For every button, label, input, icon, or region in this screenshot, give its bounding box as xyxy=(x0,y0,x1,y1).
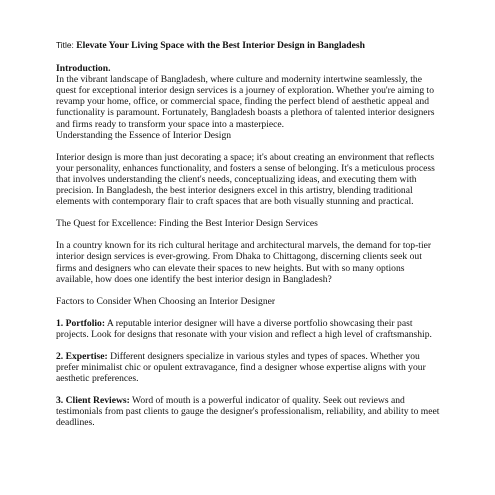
document-page xyxy=(56,40,442,440)
factor-label: 1. Portfolio: xyxy=(56,317,106,329)
intro-heading: Introduction. xyxy=(56,63,111,75)
intro-section xyxy=(56,63,442,141)
factor-item-portfolio xyxy=(56,318,442,340)
essence-paragraph: Interior design is more than just decorating a space; it's about creating an environment that reflects your personality, enhances functionality, and fosters a sense of belonging. It's a meticulous process that involves understanding the client's needs, conceptualizing ideas, and executing them with precision. In Bangladesh, the best interior designers excel in this artistry, blending traditional elements with contemporary flair to craft spaces that are both visually stunning and practical. xyxy=(56,151,435,208)
factor-text: Different designers specialize in various styles and types of spaces. Whether you prefer minimalist chic or opulent extravagance, find a designer whose expertise aligns with your aesthetic preferences. xyxy=(56,350,426,385)
title-text: Elevate Your Living Space with the Best Interior Design in Bangladesh xyxy=(76,40,365,51)
factor-text: A reputable interior designer will have a diverse portfolio showcasing their past projects. Look for designs that resonate with your vision and reflect a high level of craftsmanship. xyxy=(56,317,432,340)
factor-item-client-reviews xyxy=(56,395,442,428)
intro-paragraph: In the vibrant landscape of Bangladesh, where culture and modernity intertwine seamlessly, the quest for exceptional interior design services is a journey of exploration. Whether you're aiming to revamp your home, office, or commercial space, finding the perfect blend of aesthetic appeal and functionality is paramount. Fortunately, Bangladesh boasts a plethora of talented interior designers and firms ready to transform your space into a masterpiece. xyxy=(56,74,435,130)
document-title xyxy=(56,40,442,51)
factor-text: Word of mouth is a powerful indicator of quality. Seek out reviews and testimonials from past clients to gauge the designer's professionalism, reliability, and ability to meet deadlines. xyxy=(56,395,440,429)
factor-label: 3. Client Reviews: xyxy=(56,395,130,407)
factors-heading: Factors to Consider When Choosing an Interior Designer xyxy=(56,295,276,307)
factor-label: 2. Expertise: xyxy=(56,350,108,362)
quest-paragraph: In a country known for its rich cultural heritage and architectural marvels, the demand for top-tier interior design services is ever-growing. From Dhaka to Chittagong, discerning clients seek out firms and designers who can elevate their spaces to new heights. But with so many options available, how does one identify the best interior design in Bangladesh? xyxy=(56,240,432,285)
essence-heading: Understanding the Essence of Interior Design xyxy=(56,129,232,141)
title-prefix: Title: xyxy=(56,40,74,50)
factor-item-expertise xyxy=(56,351,442,384)
quest-heading: The Quest for Excellence: Finding the Best Interior Design Services xyxy=(56,218,318,230)
